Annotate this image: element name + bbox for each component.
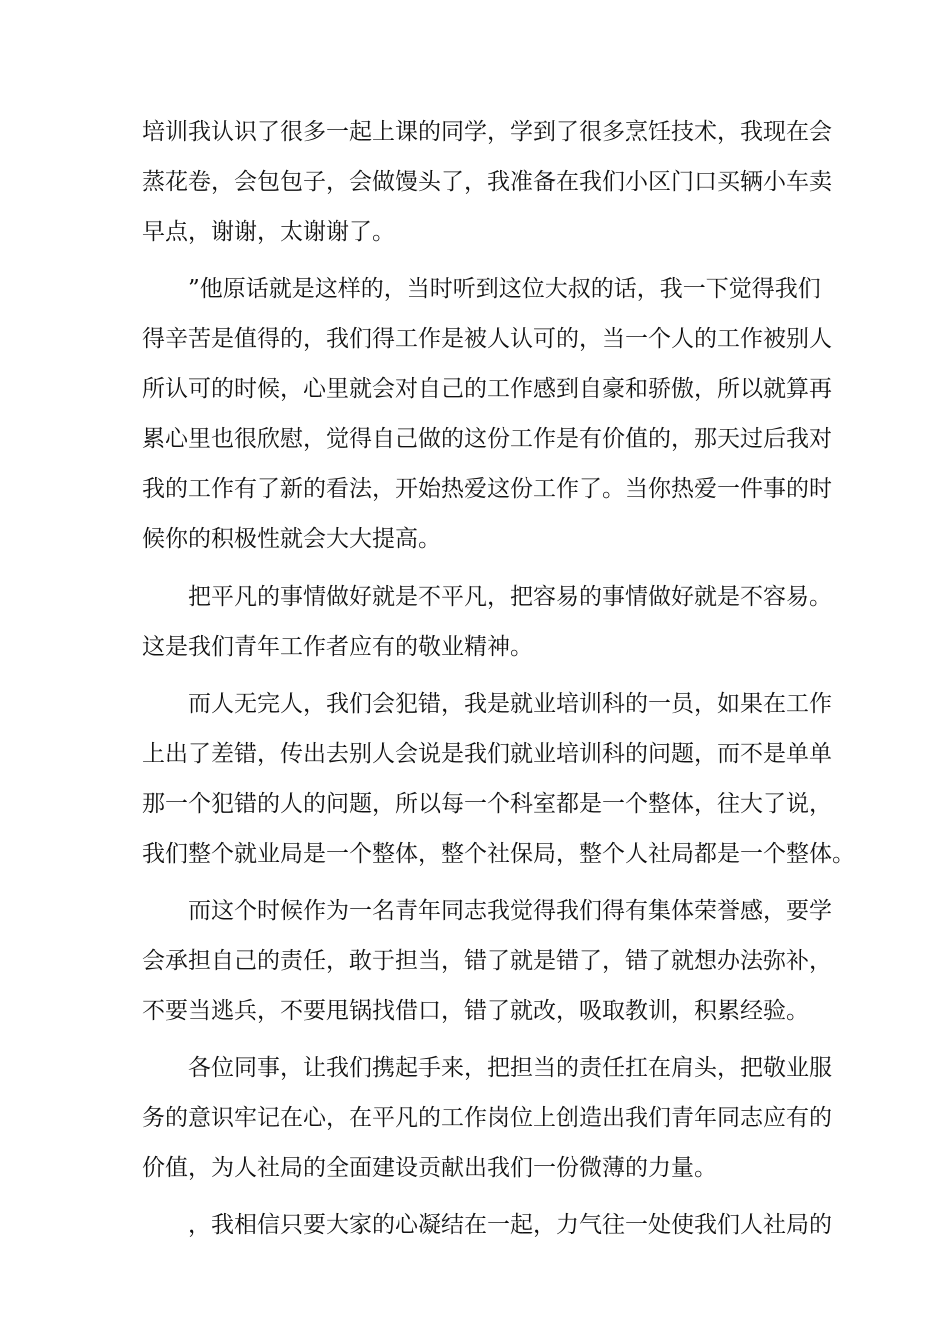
text-line-20: 务的意识牢记在心，在平凡的工作岗位上创造出我们青年同志应有的 [142, 1105, 832, 1131]
text-line-4: ”他原话就是这样的，当时听到这位大叔的话，我一下觉得我们 [142, 276, 821, 302]
text-line-17: 会承担自己的责任，敢于担当，错了就是错了，错了就想办法弥补， [142, 948, 832, 974]
text-line-1: 培训我认识了很多一起上课的同学，学到了很多烹饪技术，我现在会 [142, 119, 832, 145]
text-line-16: 而这个时候作为一名青年同志我觉得我们得有集体荣誉感，要学 [142, 898, 832, 924]
text-line-2: 蒸花卷，会包包子，会做馒头了，我准备在我们小区门口买辆小车卖 [142, 169, 832, 195]
text-line-12: 而人无完人，我们会犯错，我是就业培训科的一员，如果在工作 [142, 691, 832, 717]
text-line-11: 这是我们青年工作者应有的敬业精神。 [142, 634, 533, 660]
text-line-10: 把平凡的事情做好就是不平凡，把容易的事情做好就是不容易。 [142, 584, 832, 610]
text-line-7: 累心里也很欣慰，觉得自己做的这份工作是有价值的，那天过后我对 [142, 426, 832, 452]
text-line-22: ，我相信只要大家的心凝结在一起，力气往一处使我们人社局的 [142, 1212, 832, 1238]
text-line-19: 各位同事，让我们携起手来，把担当的责任扛在肩头，把敬业服 [142, 1055, 832, 1081]
text-line-5: 得辛苦是值得的，我们得工作是被人认可的，当一个人的工作被别人 [142, 326, 832, 352]
text-line-13: 上出了差错，传出去别人会说是我们就业培训科的问题，而不是单单 [142, 741, 832, 767]
text-line-6: 所认可的时候，心里就会对自己的工作感到自豪和骄傲，所以就算再 [142, 376, 832, 402]
text-line-3: 早点，谢谢，太谢谢了。 [142, 219, 395, 245]
text-line-8: 我的工作有了新的看法，开始热爱这份工作了。当你热爱一件事的时 [142, 476, 832, 502]
text-line-14: 那一个犯错的人的问题，所以每一个科室都是一个整体，往大了说， [142, 791, 832, 817]
text-line-15: 我们整个就业局是一个整体，整个社保局，整个人社局都是一个整体。 [142, 841, 855, 867]
text-line-21: 价值，为人社局的全面建设贡献出我们一份微薄的力量。 [142, 1155, 717, 1181]
text-line-9: 候你的积极性就会大大提高。 [142, 526, 441, 552]
text-line-18: 不要当逃兵，不要甩锅找借口，错了就改，吸取教训，积累经验。 [142, 998, 809, 1024]
